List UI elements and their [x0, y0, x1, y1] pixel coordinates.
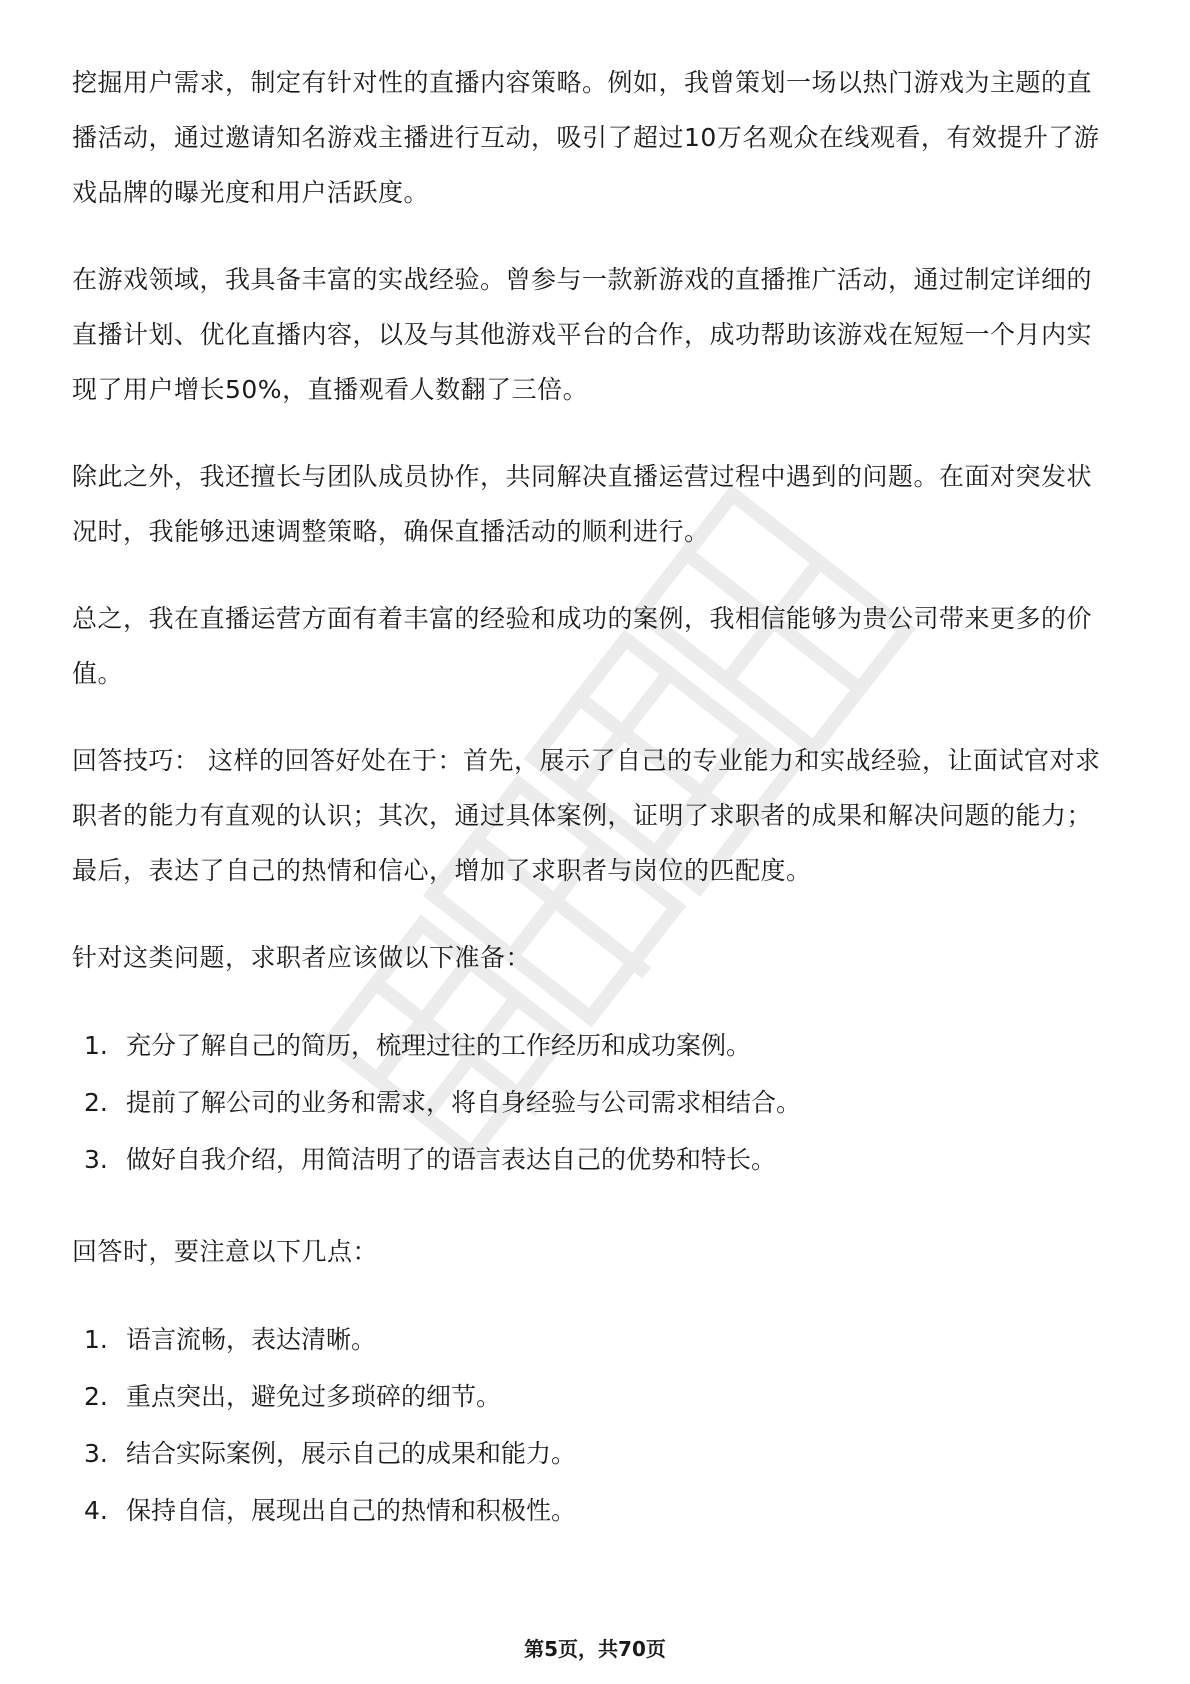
list-item-number: 1.: [84, 1031, 108, 1060]
list-item-text: 保持自信，展现出自己的热情和积极性。: [126, 1496, 577, 1525]
list-item-number: 2.: [84, 1088, 108, 1117]
preparation-list: [72, 1017, 1117, 1188]
list-item-text: 做好自我介绍，用简洁明了的语言表达自己的优势和特长。: [126, 1145, 777, 1174]
list-item-text: 充分了解自己的简历，梳理过往的工作经历和成功案例。: [126, 1031, 752, 1060]
paragraph-2: 在游戏领域，我具备丰富的实战经验。曾参与一款新游戏的直播推广活动，通过制定详细的直播计划、优化直播内容，以及与其他游戏平台的合作，成功帮助该游戏在短短一个月内实现了用户增长50%，直播观看人数翻了三倍。: [72, 265, 1093, 404]
list-item-number: 3.: [84, 1145, 108, 1174]
list-item: [72, 1368, 1117, 1425]
preparation-heading: 针对这类问题，求职者应该做以下准备：: [72, 943, 532, 972]
list-item-text: 提前了解公司的业务和需求，将自身经验与公司需求相结合。: [126, 1088, 802, 1117]
paragraph-3: 除此之外，我还擅长与团队成员协作，共同解决直播运营过程中遇到的问题。在面对突发状况时，我能够迅速调整策略，确保直播活动的顺利进行。: [72, 462, 1093, 546]
list-item-number: 1.: [84, 1325, 108, 1354]
page-number-footer: 第5页，共70页: [524, 1637, 666, 1661]
list-item-text: 语言流畅，表达清晰。: [126, 1325, 377, 1354]
list-item: [72, 1074, 1117, 1131]
notes-heading: 回答时，要注意以下几点：: [72, 1237, 379, 1266]
list-item-text: 重点突出，避免过多琐碎的细节。: [126, 1382, 502, 1411]
list-item: [72, 1311, 1117, 1368]
list-item-number: 3.: [84, 1439, 108, 1468]
list-item: [72, 1131, 1117, 1188]
list-item: [72, 1017, 1117, 1074]
list-item-text: 结合实际案例，展示自己的成果和能力。: [126, 1439, 577, 1468]
list-item-number: 2.: [84, 1382, 108, 1411]
list-item-number: 4.: [84, 1496, 108, 1525]
answer-tips-paragraph: 回答技巧： 这样的回答好处在于：首先，展示了自己的专业能力和实战经验，让面试官对求职者的能力有直观的认识；其次，通过具体案例，证明了求职者的成果和解决问题的能力；最后，表达了自己的热情和信心，增加了求职者与岗位的匹配度。: [72, 746, 1101, 885]
paragraph-4: 总之，我在直播运营方面有着丰富的经验和成功的案例，我相信能够为贵公司带来更多的价值。: [72, 604, 1093, 688]
document-body: [72, 55, 1117, 1575]
list-item: [72, 1425, 1117, 1482]
notes-list: [72, 1311, 1117, 1539]
list-item: [72, 1482, 1117, 1539]
paragraph-1: 挖掘用户需求，制定有针对性的直播内容策略。例如，我曾策划一场以热门游戏为主题的直播活动，通过邀请知名游戏主播进行互动，吸引了超过10万名观众在线观看，有效提升了游戏品牌的曝光度和用户活跃度。: [72, 68, 1100, 207]
